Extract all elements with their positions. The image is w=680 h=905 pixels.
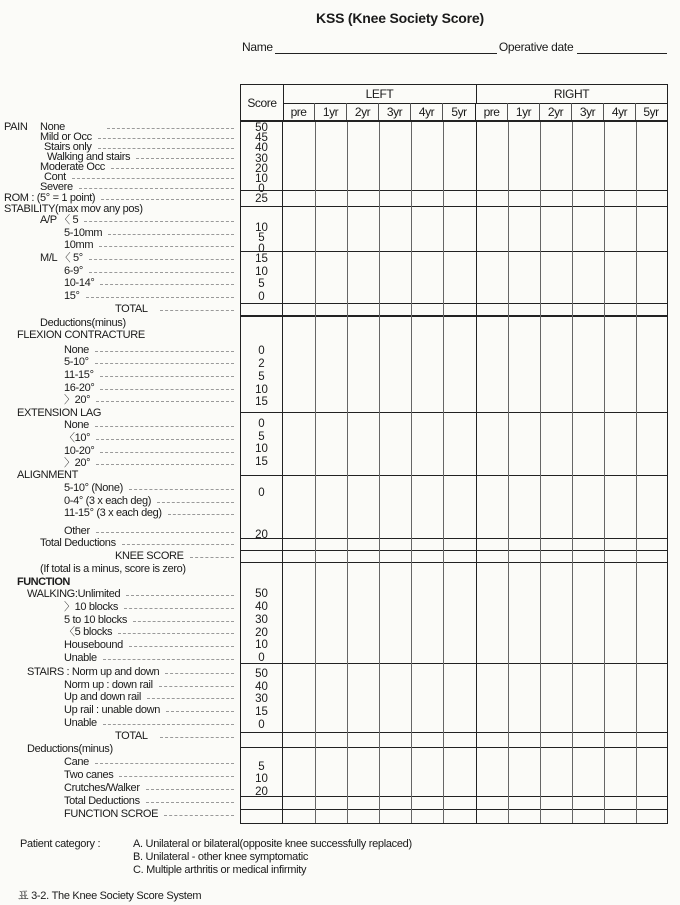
label-total: TOTAL [115,304,234,315]
score-value: 15 [255,396,268,409]
label-extension-none: None [64,420,234,431]
score-value [241,333,282,346]
score-value [241,798,282,808]
left-pre-header: pre [283,103,315,120]
score-value: 5 [258,370,265,383]
score-value [241,540,282,550]
label-knee-note: (If total is a minus, score is zero) [40,563,186,575]
left-1yr-header: 1yr [315,103,347,120]
score-value: 10 [255,443,268,456]
label-ml-6-9: 6-9° [64,266,234,277]
score-value: 50 [255,588,268,601]
label-stability-heading: STABILITY(max mov any pos) [4,203,143,215]
left-2yr-header: 2yr [347,103,379,120]
label-ap-5-10: 5-10mm [64,228,234,239]
function-total-scores [241,733,283,747]
score-value: 10 [255,222,268,235]
score-value: 40 [255,601,268,614]
score-value [241,563,282,576]
label-pain-walking-stairs: Walking and stairs [47,152,234,163]
score-column-header: Score [241,85,284,120]
grid-line [315,122,316,823]
patient-category-label: Patient category : [20,838,101,850]
patient-category-list [133,838,412,877]
grid-line [443,122,444,823]
pain-scores [241,122,283,196]
score-value: 0 [258,651,265,664]
left-4yr-header: 4yr [411,103,443,120]
label-ap-10: 10mm [64,240,234,251]
right-1yr-header: 1yr [508,103,540,120]
label-stairs-normal: STAIRS : Norm up and down [27,667,234,678]
label-knee-score: KNEE SCORE [115,551,234,562]
category-b: B. Unilateral - other knee symptomatic [133,851,309,863]
score-value: 40 [255,680,268,693]
label-ml-15: 15° [64,291,234,302]
label-function-total-deductions: Total Deductions [64,796,234,807]
table-caption: 표 3-2. The Knee Society Score System [18,890,202,902]
pain-heading: PAIN [4,121,28,133]
score-value: 30 [255,152,268,165]
label-pain-moderate: Moderate Occ [40,162,234,173]
label-flexion-5-10: 5-10° [64,357,234,368]
label-flexion-16-20: 16-20° [64,383,234,394]
score-value: 30 [255,613,268,626]
score-value: 0 [258,183,265,196]
label-pain-stairs: Stairs only [44,142,234,153]
score-table [240,84,668,824]
score-value: 0 [258,418,265,430]
label-alignment-11-15: 11-15° (3 x each deg) [64,508,234,519]
score-value: 15 [255,706,268,719]
label-ap-lt5: A/P 〈 5 [40,215,234,226]
grid-line [636,122,637,823]
label-flexion-heading: FLEXION CONTRACTURE [17,329,145,341]
score-value [241,811,282,821]
operative-date-field[interactable] [577,41,667,54]
score-value: 50 [255,122,268,134]
score-value: 10 [255,383,268,396]
label-extension-lt10: 〈10° [64,433,234,444]
score-value [241,305,282,315]
grid-line [540,122,541,823]
score-value [241,552,282,562]
total-deductions-scores [241,539,283,550]
score-value: 50 [255,668,268,680]
label-alignment-5-10: 5-10° (None) [64,483,234,494]
label-walking-unlimited: WALKING:Unlimited [27,589,234,600]
name-field[interactable] [275,41,497,54]
category-a: A. Unilateral or bilateral(opposite knee successfully replaced) [133,838,412,850]
score-value: 0 [258,486,265,499]
score-value [241,748,282,761]
grid-line [347,122,348,823]
walking-scores [241,563,283,663]
label-deductions: Deductions(minus) [40,317,126,329]
label-cane: Cane [64,757,234,768]
label-walking-housebound: Housebound [64,640,234,651]
grid-line [508,122,509,823]
label-two-canes: Two canes [64,770,234,781]
name-label: Name [242,40,273,54]
label-flexion-none: None [64,345,234,356]
criteria-labels [0,0,240,905]
score-value: 15 [255,456,268,469]
function-score-scores [241,810,283,823]
stairs-scores [241,664,283,732]
right-5yr-header: 5yr [643,104,659,119]
label-ml-lt5: M/L 〈 5° [40,253,234,264]
score-value: 10 [255,265,268,278]
table-body [241,122,667,823]
score-value [241,576,282,589]
score-value: 5 [258,278,265,290]
score-value: 20 [255,162,268,175]
label-alignment-heading: ALIGNMENT [17,469,79,481]
score-value: 10 [255,639,268,652]
score-value: 40 [255,142,268,155]
right-4yr-header: 4yr [604,103,636,120]
alignment-scores [241,476,283,541]
left-5yr-header: 5yr [443,103,476,120]
score-value: 10 [255,173,268,186]
right-2yr-header: 2yr [540,103,572,120]
label-walking-gt10: 〉10 blocks [64,602,234,613]
score-value: 15 [255,253,268,265]
label-pain-cont: Cont [44,172,234,183]
label-function-total: TOTAL [115,731,234,742]
label-pain-mild: Mild or Occ [40,132,234,143]
knee-score-scores [241,551,283,562]
label-alignment-0-4: 0-4° (3 x each deg) [64,496,234,507]
label-pain-none: PAIN None [4,122,234,133]
score-value: 5 [258,232,265,245]
label-walking-5-10: 5 to 10 blocks [64,615,234,626]
table-header [241,85,667,122]
grid-line [411,122,412,823]
extension-scores [241,413,283,475]
grid-line [379,122,380,823]
label-flexion-11-15: 11-15° [64,370,234,381]
grid-line [572,122,573,823]
label-crutches-walker: Crutches/Walker [64,783,234,794]
label-extension-gt20: 〉20° [64,458,234,469]
score-value: 0 [258,345,265,358]
label-function-heading: FUNCTION [17,576,70,588]
score-value: 20 [255,528,268,541]
score-value: 30 [255,693,268,706]
label-walking-unable: Unable [64,653,234,664]
score-value: 20 [255,786,268,799]
label-stairs-up-down-rail: Up and down rail [64,692,234,703]
form-title: KSS (Knee Society Score) [316,10,484,26]
right-3yr-header: 3yr [572,103,604,120]
label-stairs-down-rail: Norm up : down rail [64,680,234,691]
label-rom: ROM : (5° = 1 point) [4,193,234,204]
label-extension-10-20: 10-20° [64,446,234,457]
label-flexion-gt20: 〉20° [64,395,234,406]
right-pre-header: pre [476,103,508,120]
label-function-deductions: Deductions(minus) [27,743,113,755]
label-function-score: FUNCTION SCROE [64,809,234,820]
label-total-deductions: Total Deductions [40,538,234,549]
flexion-scores [241,317,283,412]
score-value: 25 [255,193,268,205]
function-total-deductions-scores [241,797,283,809]
score-value: 0 [258,290,265,303]
score-value [241,320,282,333]
stability-ap-scores [241,207,283,255]
score-value: 0 [258,242,265,255]
score-value: 45 [255,132,268,145]
score-value [241,734,282,744]
label-stairs-unable-down: Up rail : unable down [64,705,234,716]
score-value: 5 [258,760,265,773]
label-stairs-unable: Unable [64,718,234,729]
score-value: 5 [258,430,265,443]
category-c: C. Multiple arthritis or medical infirmity [133,864,307,876]
function-deduction-scores [241,748,283,799]
score-value [241,477,282,488]
score-value: 10 [255,773,268,786]
rom-scores [241,191,283,206]
left-3yr-header: 3yr [379,103,411,120]
score-value: 2 [258,358,265,371]
label-alignment-other: Other [64,526,234,537]
grid-line-left-right-divider [476,122,477,823]
operative-date-label: Operative date [498,40,574,54]
score-value: 20 [255,626,268,639]
label-extension-heading: EXTENSION LAG [17,407,102,419]
total-scores [241,304,283,315]
left-knee-header: LEFT [283,85,477,104]
grid-line [604,122,605,823]
stability-ml-scores [241,252,283,303]
patient-info-bar [242,38,667,54]
label-pain-severe: Severe [40,182,234,193]
label-walking-lt5: 〈5 blocks [64,627,234,638]
score-value: 0 [258,718,265,731]
right-knee-header: RIGHT [476,85,667,104]
label-ml-10-14: 10-14° [64,278,234,289]
